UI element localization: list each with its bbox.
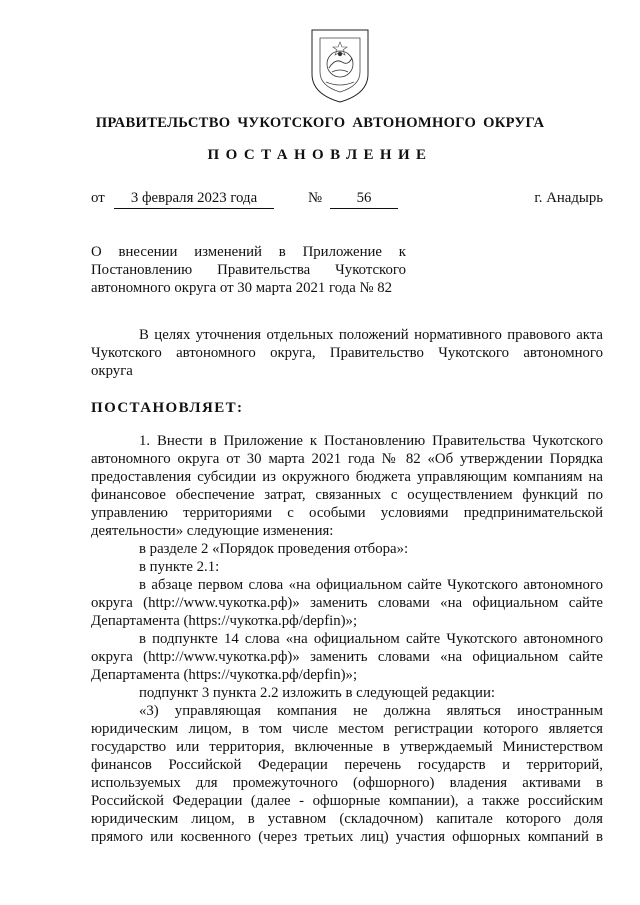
text-line: округа <box>91 363 133 379</box>
text-line: финансовое обеспечение затрат, связанных с осуществлением функций по <box>91 487 603 503</box>
document-body <box>91 432 603 846</box>
text-line: В целях уточнения отдельных положений нормативного правового акта <box>139 327 603 343</box>
text-line: Чукотского автономного округа, Правительство Чукотского автономного <box>91 345 603 361</box>
text-line: Департамента (https://чукотка.рф/depfin)»; <box>91 667 358 683</box>
date-prefix-label: от <box>91 190 105 206</box>
text-line: в разделе 2 «Порядок проведения отбора»: <box>139 541 409 557</box>
text-line: в абзаце первом слова «на официальном сайте Чукотского автономного <box>139 577 603 593</box>
text-line: в пункте 2.1: <box>139 559 220 575</box>
text-line: округа (http://www.чукотка.рф)» заменить словами «на официальном сайте <box>91 595 603 611</box>
text-line: финансов Российской Федерации перечень государств и территорий, <box>91 757 603 773</box>
subject-line: автономного округа от 30 марта 2021 года № 82 <box>91 280 393 296</box>
subject-line: Постановлению Правительства Чукотского <box>91 262 406 278</box>
document-date: 3 февраля 2023 года <box>114 190 274 209</box>
text-line: юридическим лицом, в том числе местом регистрации которого является <box>91 721 603 737</box>
text-line: предоставления субсидии из окружного бюджета управляющим компаниям на <box>91 469 603 485</box>
text-line: юридическим лицом, в уставном (складочном) капитале которого доля <box>91 811 603 827</box>
document-subject <box>91 243 406 297</box>
preamble-paragraph <box>91 326 603 380</box>
text-line: государство или территория, включенные в утверждаемый Министерством <box>91 739 603 755</box>
chukotka-coat-of-arms-icon <box>302 24 378 104</box>
subject-line: О внесении изменений в Приложение к <box>91 244 406 260</box>
text-line: Российской Федерации (далее - офшорные компании), а также российским <box>91 793 603 809</box>
text-line: используемых для промежуточного (офшорного) владения активами в <box>91 775 603 791</box>
text-line: прямого или косвенного (через третьих лиц) участия офшорных компаний в <box>91 829 603 845</box>
text-line: округа (http://www.чукотка.рф)» заменить словами «на официальном сайте <box>91 649 603 665</box>
organization-title: ПРАВИТЕЛЬСТВО ЧУКОТСКОГО АВТОНОМНОГО ОКРУГА <box>95 115 545 131</box>
text-line: «3) управляющая компания не должна являться иностранным <box>139 703 603 719</box>
number-label: № <box>308 190 323 206</box>
document-type-title: ПОСТАНОВЛЕНИЕ <box>207 147 433 163</box>
city-label: г. Анадырь <box>534 190 603 206</box>
text-line: деятельности» следующие изменения: <box>91 523 334 539</box>
text-line: 1. Внести в Приложение к Постановлению Правительства Чукотского <box>139 433 603 449</box>
text-line: в подпункте 14 слова «на официальном сайте Чукотского автономного <box>139 631 603 647</box>
text-line: автономного округа от 30 марта 2021 года № 82 «Об утверждении Порядка <box>91 451 603 467</box>
document-number: 56 <box>330 190 398 209</box>
text-line: подпункт 3 пункта 2.2 изложить в следующей редакции: <box>139 685 495 701</box>
text-line: управлению территориями с особыми условиями предпринимательской <box>91 505 603 521</box>
text-line: Департамента (https://чукотка.рф/depfin)»; <box>91 613 358 629</box>
resolves-heading: ПОСТАНОВЛЯЕТ: <box>91 400 244 416</box>
